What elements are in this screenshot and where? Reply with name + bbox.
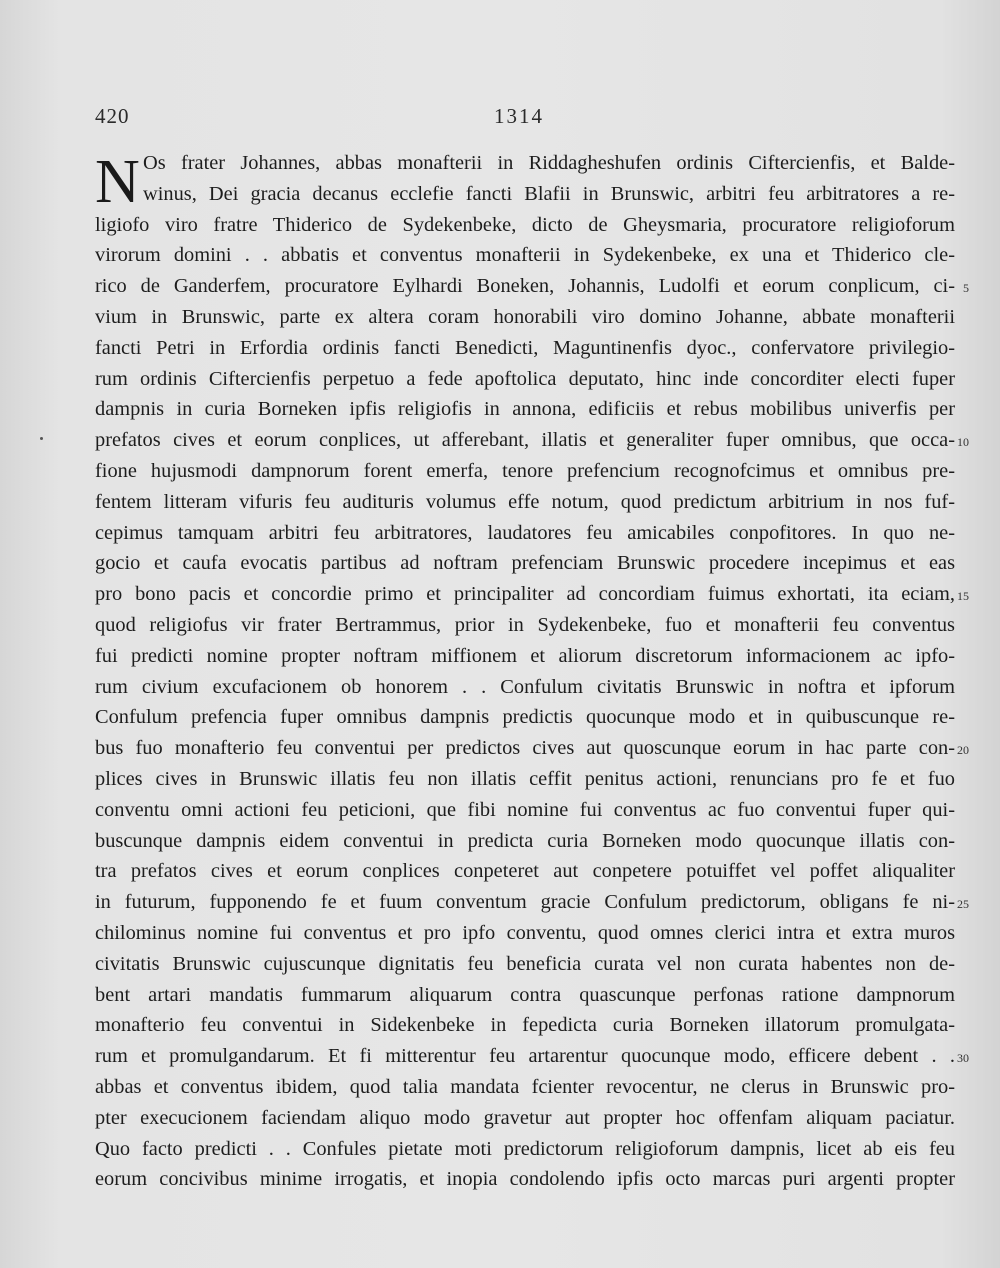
- text-line: [95, 518, 955, 549]
- page-number: 420: [95, 104, 130, 128]
- text-line: [95, 425, 969, 456]
- text-line: [95, 764, 955, 795]
- line-text: ligiofo viro fratre Thiderico de Sydekenbeke, dicto de Gheysmaria, procuratore religioforum: [95, 213, 955, 236]
- line-text: Quo facto predicti . . Confules pietate moti predictorum religioforum dampnis, licet ab eis feu: [95, 1137, 955, 1160]
- line-text: gocio et caufa evocatis partibus ad noftram prefenciam Brunswic procedere incepimus et eas: [95, 552, 955, 575]
- line-text: fui predicti nomine propter noftram miffionem et aliorum discretorum informacionem ac ipfo-: [95, 644, 955, 667]
- line-number: 20: [957, 743, 969, 758]
- line-text: rum ordinis Ciftercienfis perpetuo a fede apoftolica deputato, hinc inde concorditer electi fuper: [95, 367, 955, 390]
- line-text: bus fuo monafterio feu conventui per predictos cives aut quoscunque eorum in hac parte con-: [95, 737, 955, 760]
- line-text: Os frater Johannes, abbas monafterii in Riddagheshufen ordinis Ciftercienfis, et Balde-: [143, 152, 955, 174]
- text-line: [95, 1072, 955, 1103]
- text-line: [95, 672, 955, 703]
- text-line: [95, 1010, 955, 1041]
- text-line: [95, 148, 955, 179]
- line-text: rico de Ganderfem, procuratore Eylhardi Boneken, Johannis, Ludolfi et eorum conplicum, ci-: [95, 275, 955, 298]
- line-text: rum et promulgandarum. Et fi mitterentur feu artarentur quocunque modo, efficere debent . .: [95, 1045, 955, 1068]
- text-line: [95, 641, 955, 672]
- line-text: bent artari mandatis fummarum aliquarum contra quascunque perfonas ratione dampnorum: [95, 983, 955, 1006]
- line-text: virorum domini . . abbatis et conventus monafterii in Sydekenbeke, ex una et Thiderico cle-: [95, 244, 955, 267]
- document-text: [95, 148, 969, 1195]
- text-line: [95, 980, 955, 1011]
- line-number: 25: [957, 897, 969, 912]
- line-text: abbas et conventus ibidem, quod talia mandata fcienter revocentur, ne clerus in Brunswic pro-: [95, 1075, 955, 1098]
- text-line: [95, 887, 969, 918]
- text-line: [95, 949, 955, 980]
- text-line: [95, 1164, 955, 1195]
- line-text: pro bono pacis et concordie primo et principaliter ad concordiam fuimus exhortati, ita eciam,: [95, 583, 955, 606]
- text-line: [95, 210, 955, 241]
- line-text: dampnis in curia Borneken ipfis religiofis in annona, edificiis et rebus mobilibus univerfis per: [95, 398, 955, 421]
- line-number: 5: [963, 281, 969, 296]
- line-text: civitatis Brunswic cujuscunque dignitatis feu beneficia curata vel non curata habentes non de-: [95, 952, 955, 975]
- text-line: [95, 456, 955, 487]
- text-line: [95, 333, 955, 364]
- drop-cap: N: [95, 148, 140, 216]
- line-text: conventu omni actioni feu peticioni, que fibi nomine fui conventus ac fuo conventui fuper qui-: [95, 798, 955, 821]
- line-text: monafterio feu conventui in Sidekenbeke in fepedicta curia Borneken illatorum promulgata-: [95, 1014, 955, 1037]
- text-line: [95, 1134, 955, 1165]
- text-line: [95, 795, 955, 826]
- line-text: fancti Petri in Erfordia ordinis fancti Benedicti, Maguntinenfis dyoc., confervatore privilegio-: [95, 336, 955, 359]
- line-text: Confulum prefencia fuper omnibus dampnis predictis quocunque modo et in quibuscunque re-: [95, 706, 955, 729]
- line-number: 10: [957, 435, 969, 450]
- margin-dot: [40, 437, 43, 440]
- line-text: fione hujusmodi dampnorum forent emerfa, tenore prefencium recognofcimus et omnibus pre-: [95, 459, 955, 482]
- text-line: [95, 856, 955, 887]
- line-text: pter execucionem faciendam aliquo modo gravetur aut propter hoc offenfam aliquam paciatur.: [95, 1106, 955, 1129]
- line-number: 30: [957, 1051, 969, 1066]
- text-line: [95, 302, 955, 333]
- text-line: [95, 271, 969, 302]
- text-line: [95, 1041, 969, 1072]
- text-lines: [95, 148, 969, 1195]
- line-text: tra prefatos cives et eorum conplices conpeteret aut conpetere potuiffet vel poffet aliqualiter: [95, 860, 955, 883]
- line-text: quod religiofus vir frater Bertrammus, prior in Sydekenbeke, fuo et monafterii feu conventus: [95, 613, 955, 636]
- line-text: fentem litteram vifuris feu audituris volumus effe notum, quod predictum arbitrium in nos fuf-: [95, 490, 955, 513]
- line-text: eorum concivibus minime irrogatis, et inopia condolendo ipfis octo marcas puri argenti propter: [95, 1168, 955, 1191]
- line-text: buscunque dampnis eidem conventui in predicta curia Borneken modo quocunque illatis con-: [95, 829, 955, 852]
- line-text: in futurum, fupponendo fe et fuum conventum gracie Confulum predictorum, obligans fe ni-: [95, 891, 955, 914]
- line-text: plices cives in Brunswic illatis feu non illatis ceffit penitus actioni, renuncians pro fe et fuo: [95, 767, 955, 790]
- document-year: 1314: [494, 104, 544, 128]
- text-line: [95, 394, 955, 425]
- text-line: [95, 733, 969, 764]
- text-line: [95, 1103, 955, 1134]
- text-line: [95, 826, 955, 857]
- text-line: [95, 179, 955, 210]
- text-line: [95, 548, 955, 579]
- line-text: cepimus tamquam arbitri feu arbitratores, laudatores feu amicabiles conpofitores. In quo ne-: [95, 521, 955, 544]
- text-line: [95, 364, 955, 395]
- line-text: chilominus nomine fui conventus et pro ipfo conventu, quod omnes clerici intra et extra muros: [95, 921, 955, 944]
- text-line: [95, 240, 955, 271]
- text-line: [95, 610, 955, 641]
- line-text: winus, Dei gracia decanus ecclefie fancti Blafii in Brunswic, arbitri feu arbitratores a re-: [143, 182, 955, 205]
- line-text: vium in Brunswic, parte ex altera coram honorabili viro domino Johanne, abbate monafterii: [95, 305, 955, 328]
- text-line: [95, 579, 969, 610]
- line-text: prefatos cives et eorum conplices, ut afferebant, illatis et generaliter fuper omnibus, que occa-: [95, 429, 955, 452]
- text-line: [95, 918, 955, 949]
- text-line: [95, 487, 955, 518]
- line-text: rum civium excufacionem ob honorem . . Confulum civitatis Brunswic in noftra et ipforum: [95, 675, 955, 698]
- text-line: [95, 702, 955, 733]
- line-number: 15: [957, 589, 969, 604]
